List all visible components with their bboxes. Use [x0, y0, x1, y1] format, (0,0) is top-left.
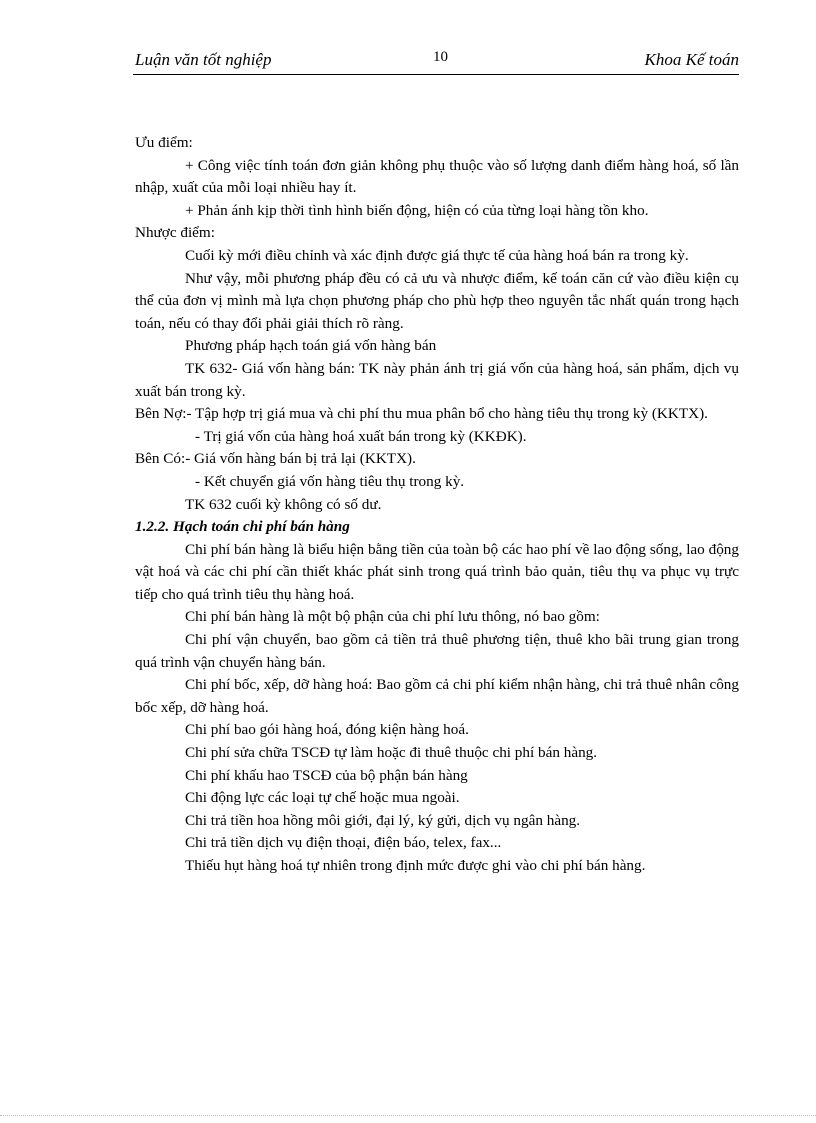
paragraph: Nhược điểm:	[135, 224, 215, 242]
paragraph: TK 632- Giá vốn hàng bán: TK này phản ánh trị giá vốn của hàng hoá, sản phẩm, dịch vụ xuất bán trong kỳ.	[135, 359, 739, 400]
paragraph: Chi trả tiền hoa hồng môi giới, đại lý, ký gửi, dịch vụ ngân hàng.	[185, 811, 581, 829]
paragraph: Chi phí bốc, xếp, dỡ hàng hoá: Bao gồm cả chi phí kiểm nhận hàng, chi trả thuê nhân công bốc xếp, dỡ hàng hoá.	[135, 676, 739, 716]
paragraph: Như vậy, mỗi phương pháp đều có cả ưu và nhược điểm, kế toán căn cứ vào điều kiện cụ thể của đơn vị mình mà lựa chọn phương pháp cho phù hợp theo nguyên tắc nhất quán trong hạch toán, nếu có thay đổi phải giải thích rõ ràng.	[135, 269, 739, 332]
paragraph: Cuối kỳ mới điều chỉnh và xác định được giá thực tế của hàng hoá bán ra trong kỳ.	[185, 246, 689, 264]
paragraph: - Trị giá vốn của hàng hoá xuất bán trong kỳ (KKĐK).	[195, 427, 527, 445]
paragraph: TK 632 cuối kỳ không có số dư.	[185, 495, 382, 513]
page-body	[135, 132, 739, 878]
paragraph: Phương pháp hạch toán giá vốn hàng bán	[185, 337, 437, 355]
paragraph: Chi phí vận chuyển, bao gồm cả tiền trả thuê phương tiện, thuê kho bãi trung gian trong quá trình vận chuyển hàng bán.	[135, 631, 739, 671]
paragraph: Ưu điểm:	[135, 134, 193, 151]
paragraph: Chi phí bao gói hàng hoá, đóng kiện hàng hoá.	[185, 721, 469, 739]
section-heading: 1.2.2. Hạch toán chi phí bán hàng	[135, 518, 350, 536]
page-bottom-divider	[0, 1115, 816, 1116]
paragraph: + Phản ánh kịp thời tình hình biến động, hiện có của từng loại hàng tồn kho.	[185, 201, 649, 219]
paragraph: Chi phí bán hàng là một bộ phận của chi phí lưu thông, nó bao gồm:	[185, 608, 600, 626]
paragraph: Chi động lực các loại tự chế hoặc mua ngoài.	[185, 789, 460, 807]
paragraph: Chi phí sửa chữa TSCĐ tự làm hoặc đi thuê thuộc chi phí bán hàng.	[185, 744, 598, 762]
header-department: Khoa Kế toán	[644, 50, 739, 69]
paragraph: Chi phí khấu hao TSCĐ của bộ phận bán hàng	[185, 766, 468, 784]
paragraph: Chi trả tiền dịch vụ điện thoại, điện báo, telex, fax...	[185, 834, 502, 852]
paragraph: + Công việc tính toán đơn giản không phụ thuộc vào số lượng danh điểm hàng hoá, số lần nhập, xuất của mỗi loại nhiều hay ít.	[135, 156, 739, 197]
paragraph: Bên Có:- Giá vốn hàng bán bị trả lại (KKTX).	[135, 450, 416, 468]
paragraph: - Kết chuyển giá vốn hàng tiêu thụ trong kỳ.	[195, 472, 465, 490]
header-thesis-title: Luận văn tốt nghiệp	[135, 50, 272, 69]
page-header	[133, 48, 739, 75]
paragraph: Bên Nợ:- Tập hợp trị giá mua và chi phí thu mua phân bổ cho hàng tiêu thụ trong kỳ (KKTX).	[135, 405, 708, 423]
page-number: 10	[433, 49, 448, 65]
paragraph: Thiếu hụt hàng hoá tự nhiên trong định mức được ghi vào chi phí bán hàng.	[185, 857, 646, 874]
paragraph: Chi phí bán hàng là biểu hiện bằng tiền của toàn bộ các hao phí về lao động sống, lao động vật hoá và các chi phí cần thiết khác phát sinh trong quá trình bảo quản, tiêu thụ va phục vụ trực tiếp cho quá trình tiêu thụ hàng hoá.	[135, 540, 739, 603]
